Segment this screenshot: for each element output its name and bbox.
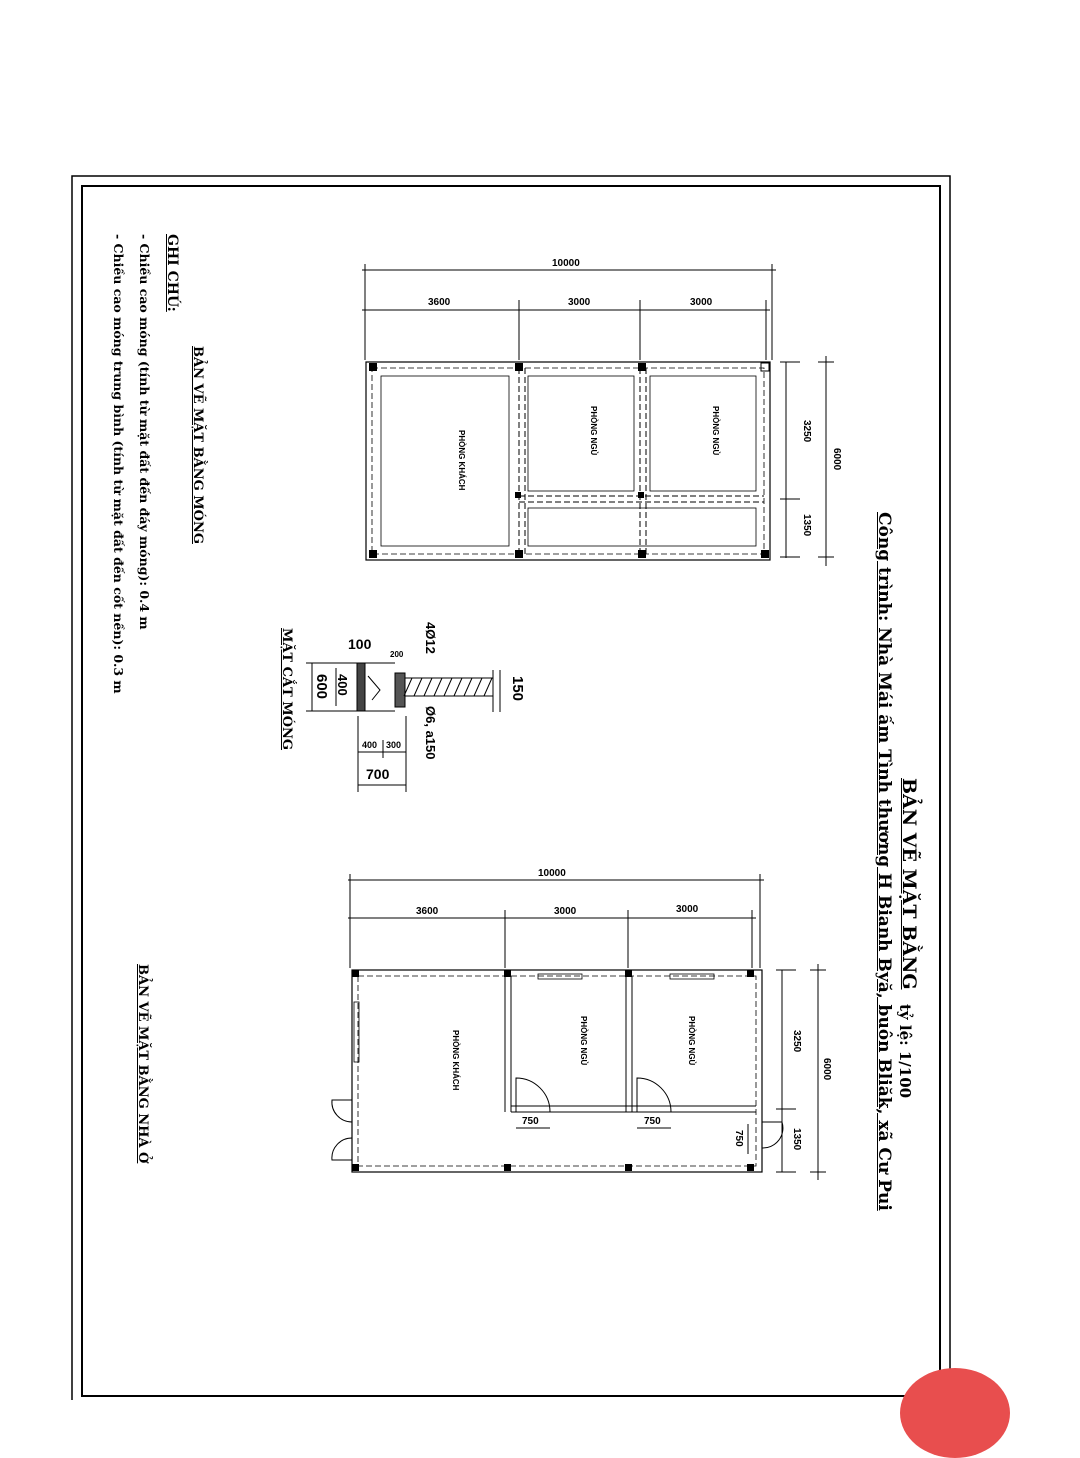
hp-room-bed2: PHÒNG NGỦ	[687, 1016, 696, 1066]
hp-dim-door3: 750	[733, 1130, 744, 1147]
fp-dim-bay1: 3600	[428, 297, 451, 308]
fp-dim-depth1: 3250	[801, 420, 812, 443]
fp-dim-bay2: 3000	[568, 297, 591, 308]
section-stirrup: Ø6, a150	[423, 706, 438, 760]
foundation-plan-drawing	[362, 264, 834, 566]
hp-dim-bay2: 3000	[554, 906, 577, 917]
fp-dim-depth2: 1350	[801, 514, 812, 537]
hp-room-bed1: PHÒNG NGỦ	[579, 1016, 588, 1066]
note-item-2: - Chiều cao móng trung bình (tính từ mặt đất đến cốt nền): 0.3 m	[111, 234, 126, 694]
hp-dim-depth1: 3250	[791, 1030, 802, 1053]
section-dim-150: 150	[509, 676, 526, 702]
fp-dim-depth: 6000	[831, 448, 842, 471]
section-dim-400b: 400	[362, 740, 378, 750]
section-dim-400: 400	[335, 674, 350, 696]
fp-dim-overall: 10000	[552, 258, 580, 269]
section-dim-600: 600	[313, 674, 330, 700]
house-plan-title: BẢN VẼ MẶT BẰNG NHÀ Ở	[135, 964, 150, 1164]
foundation-columns	[369, 363, 769, 558]
fp-dim-bay3: 3000	[690, 297, 713, 308]
section-title: MẶT CẮT MÓNG	[279, 628, 294, 751]
hp-dim-bay1: 3600	[416, 906, 439, 917]
house-columns	[352, 970, 754, 1171]
drawing-title: BẢN VẼ MẶT BẰNG	[898, 778, 920, 990]
hp-dim-door2: 750	[644, 1116, 661, 1127]
hp-dim-depth2: 1350	[791, 1128, 802, 1151]
project-name: Công trình: Nhà Mái ấm Tình thương H Bianh Byă, buôn Bliăk, xã Cư Pui	[874, 512, 894, 1211]
notes-heading: GHI CHÚ:	[164, 234, 180, 312]
fp-room-living: PHÒNG KHÁCH	[457, 430, 466, 491]
section-dim-200: 200	[390, 650, 404, 659]
hp-dim-depth: 6000	[821, 1058, 832, 1081]
drawing-scale: tỷ lệ: 1/100	[896, 1004, 914, 1099]
fp-room-bed2: PHÒNG NGỦ	[711, 406, 720, 456]
section-dim-700: 700	[366, 766, 390, 782]
floating-action-button[interactable]	[900, 1368, 1010, 1458]
section-rebar-main: 4Ø12	[423, 622, 438, 654]
hp-dim-overall: 10000	[538, 868, 566, 879]
hp-dim-door1: 750	[522, 1116, 539, 1127]
hp-room-living: PHÒNG KHÁCH	[451, 1030, 460, 1091]
foundation-plan-title: BẢN VẼ MẶT BẰNG MÓNG	[190, 346, 205, 544]
hp-dim-bay3: 3000	[676, 904, 699, 915]
section-dim-100: 100	[348, 636, 372, 652]
fp-room-bed1: PHÒNG NGỦ	[589, 406, 598, 456]
note-item-1: - Chiều cao móng (tính từ mặt đất đến đáy móng): 0.4 m	[137, 234, 152, 630]
inner-frame	[82, 186, 940, 1396]
section-dim-300: 300	[386, 740, 402, 750]
